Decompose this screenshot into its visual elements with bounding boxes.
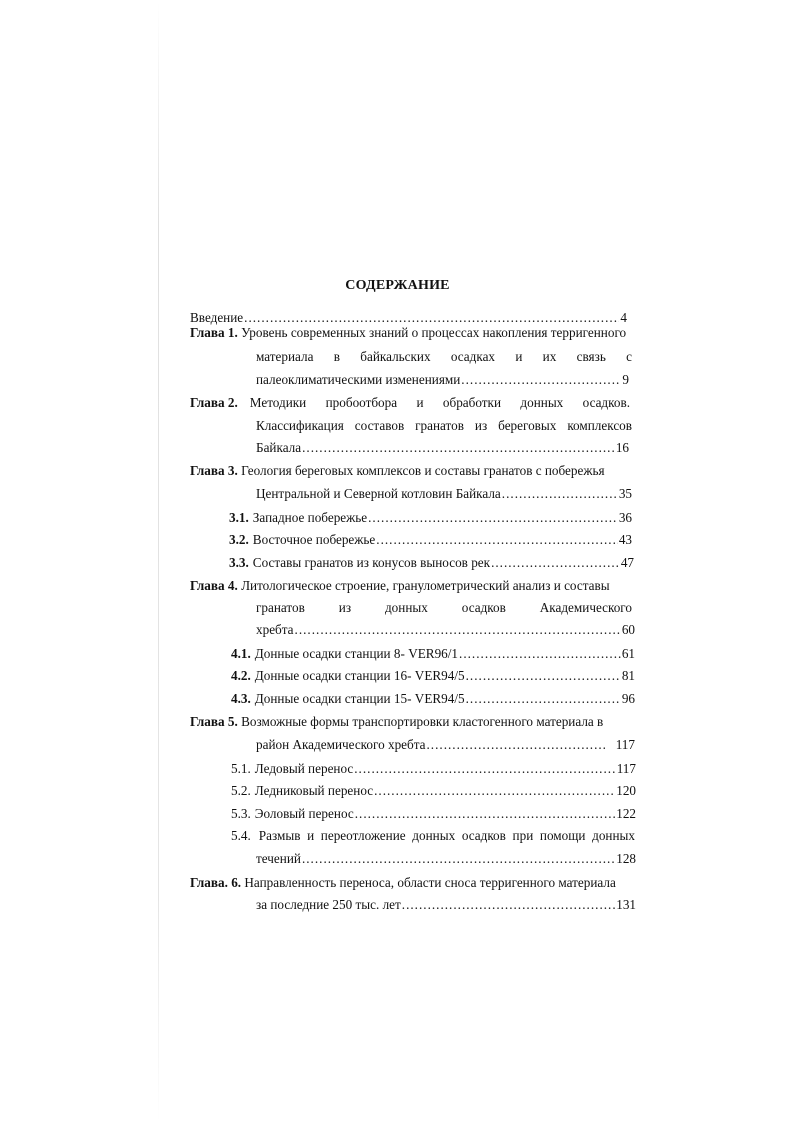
toc-ch1-line3: [256, 371, 629, 389]
toc-ch3-text2: Центральной и Северной котловин Байкала: [256, 486, 501, 501]
toc-section-num: 5.1.: [231, 761, 251, 776]
dot-leader: [302, 850, 615, 868]
toc-section-page: 122: [616, 806, 636, 821]
toc-section-4-1[interactable]: [231, 645, 635, 663]
toc-section-text: Составы гранатов из конусов выносов рек: [252, 555, 491, 570]
dot-leader: [502, 485, 618, 503]
toc-intro-page: 4: [620, 310, 627, 325]
toc-section-5-4[interactable]: [231, 827, 635, 845]
toc-section-num: 4.2.: [231, 668, 251, 683]
page-title: СОДЕРЖАНИЕ: [345, 278, 450, 293]
toc-ch4-text3: хребта: [256, 622, 294, 637]
toc-section-text: Западное побережье: [252, 510, 368, 525]
toc-section-text: Ледниковый перенос: [254, 783, 374, 798]
toc-ch3-label: Глава 3.: [190, 463, 238, 478]
toc-intro-label: Введение: [190, 310, 244, 325]
toc-section-num: 4.3.: [231, 691, 251, 706]
toc-section-5-3[interactable]: [231, 805, 636, 823]
toc-ch4-line3: [256, 621, 635, 639]
toc-section-text: Эоловый перенос: [254, 806, 354, 821]
toc-ch6-label: Глава. 6.: [190, 875, 242, 890]
toc-section-page: 128: [616, 851, 636, 866]
toc-ch1-line2: материала в байкальских осадках и их связь с: [256, 349, 632, 364]
dot-leader: [461, 371, 621, 389]
toc-ch4-page: 60: [621, 622, 635, 637]
toc-ch5-text2: район Академического хребта: [256, 737, 426, 752]
toc-section-5-1[interactable]: [231, 760, 636, 778]
toc-ch5-text1: Возможные формы транспортировки кластогенного материала в: [241, 714, 604, 729]
toc-section-page: 120: [616, 783, 636, 798]
toc-ch1-page: 9: [622, 372, 629, 387]
toc-ch5-label: Глава 5.: [190, 714, 238, 729]
toc-section-4-2[interactable]: [231, 667, 635, 685]
toc-section-5-4-line2: [256, 850, 636, 868]
dot-leader: [459, 645, 621, 663]
toc-section-num: 4.1.: [231, 646, 251, 661]
toc-ch6-line1[interactable]: [190, 874, 636, 892]
toc-ch2-line3: [256, 439, 629, 457]
toc-section-num: 5.4.: [231, 828, 251, 843]
toc-section-text: Размыв и переотложение донных осадков при помощи донных: [258, 828, 635, 843]
toc-section-text: Донные осадки станции 16- VER94/5: [254, 668, 465, 683]
toc-section-text: Донные осадки станции 8- VER96/1: [254, 646, 459, 661]
toc-section-num: 3.1.: [229, 510, 249, 525]
dot-leader: [466, 667, 621, 685]
toc-ch3-page: 35: [618, 486, 632, 501]
toc-ch5-line1[interactable]: [190, 713, 633, 731]
dot-leader: [376, 531, 618, 549]
dot-leader: [295, 621, 621, 639]
toc-ch3-line1[interactable]: [190, 462, 633, 480]
toc-ch4-label: Глава 4.: [190, 578, 238, 593]
toc-ch4-line2: гранатов из донных осадков Академического: [256, 600, 632, 615]
toc-section-page: 81: [621, 668, 635, 683]
toc-ch3-line2: [256, 485, 632, 503]
dot-leader: [368, 509, 618, 527]
toc-ch1-line1[interactable]: [190, 324, 630, 342]
toc-section-num: 5.2.: [231, 783, 251, 798]
toc-section-3-2[interactable]: [229, 531, 632, 549]
toc-ch4-line1[interactable]: [190, 577, 633, 595]
toc-ch1-text3: палеоклиматическими изменениями: [256, 372, 461, 387]
toc-ch2-page: 16: [615, 440, 629, 455]
toc-section-3-1[interactable]: [229, 509, 632, 527]
toc-ch4-text1: Литологическое строение, гранулометрический анализ и составы: [241, 578, 610, 593]
toc-section-text: Ледовый перенос: [254, 761, 354, 776]
toc-section-page: 43: [618, 532, 632, 547]
toc-section-page: 61: [621, 646, 635, 661]
toc-section-page: 47: [620, 555, 634, 570]
toc-section-num: 3.2.: [229, 532, 249, 547]
toc-ch2-line2: Классификация составов гранатов из береговых комплексов: [256, 418, 632, 433]
toc-ch1-text1: Уровень современных знаний о процессах накопления терригенного: [241, 325, 627, 340]
toc-ch1-label: Глава 1.: [190, 325, 238, 340]
toc-section-num: 5.3.: [231, 806, 251, 821]
toc-section-5-2[interactable]: [231, 782, 636, 800]
toc-section-page: 117: [616, 761, 636, 776]
toc-ch3-text1: Геология береговых комплексов и составы гранатов с побережья: [241, 463, 605, 478]
dot-leader: [302, 439, 615, 457]
toc-ch2-text3: Байкала: [256, 440, 302, 455]
toc-section-4-3[interactable]: [231, 690, 635, 708]
toc-ch2-label: Глава 2.: [190, 395, 238, 410]
toc-ch6-text2: за последние 250 тыс. лет: [256, 897, 401, 912]
scan-edge-shadow: [158, 0, 159, 1124]
toc-ch2-text1: Методики пробоотбора и обработки донных осадков.: [249, 395, 630, 410]
toc-ch2-line1[interactable]: [190, 394, 630, 412]
dot-leader: [466, 690, 621, 708]
toc-section-text: Донные осадки станции 15- VER94/5: [254, 691, 465, 706]
toc-section-num: 3.3.: [229, 555, 249, 570]
toc-ch5-page: 117: [615, 737, 635, 752]
dot-leader: [354, 760, 615, 778]
dot-leader: [427, 736, 605, 754]
dot-leader: [402, 896, 615, 914]
toc-ch6-page: 131: [616, 897, 636, 912]
toc-section-page: 36: [618, 510, 632, 525]
toc-ch5-line2: [256, 736, 635, 754]
toc-ch6-text1: Направленность переноса, области сноса терригенного материала: [244, 875, 616, 890]
dot-leader: [491, 554, 620, 572]
toc-section-page: 96: [621, 691, 635, 706]
toc-ch6-line2: [256, 896, 636, 914]
toc-section-text: Восточное побережье: [252, 532, 376, 547]
toc-section-3-3[interactable]: [229, 554, 634, 572]
dot-leader: [374, 782, 615, 800]
toc-section-text2: течений: [256, 851, 301, 866]
dot-leader: [355, 805, 616, 823]
